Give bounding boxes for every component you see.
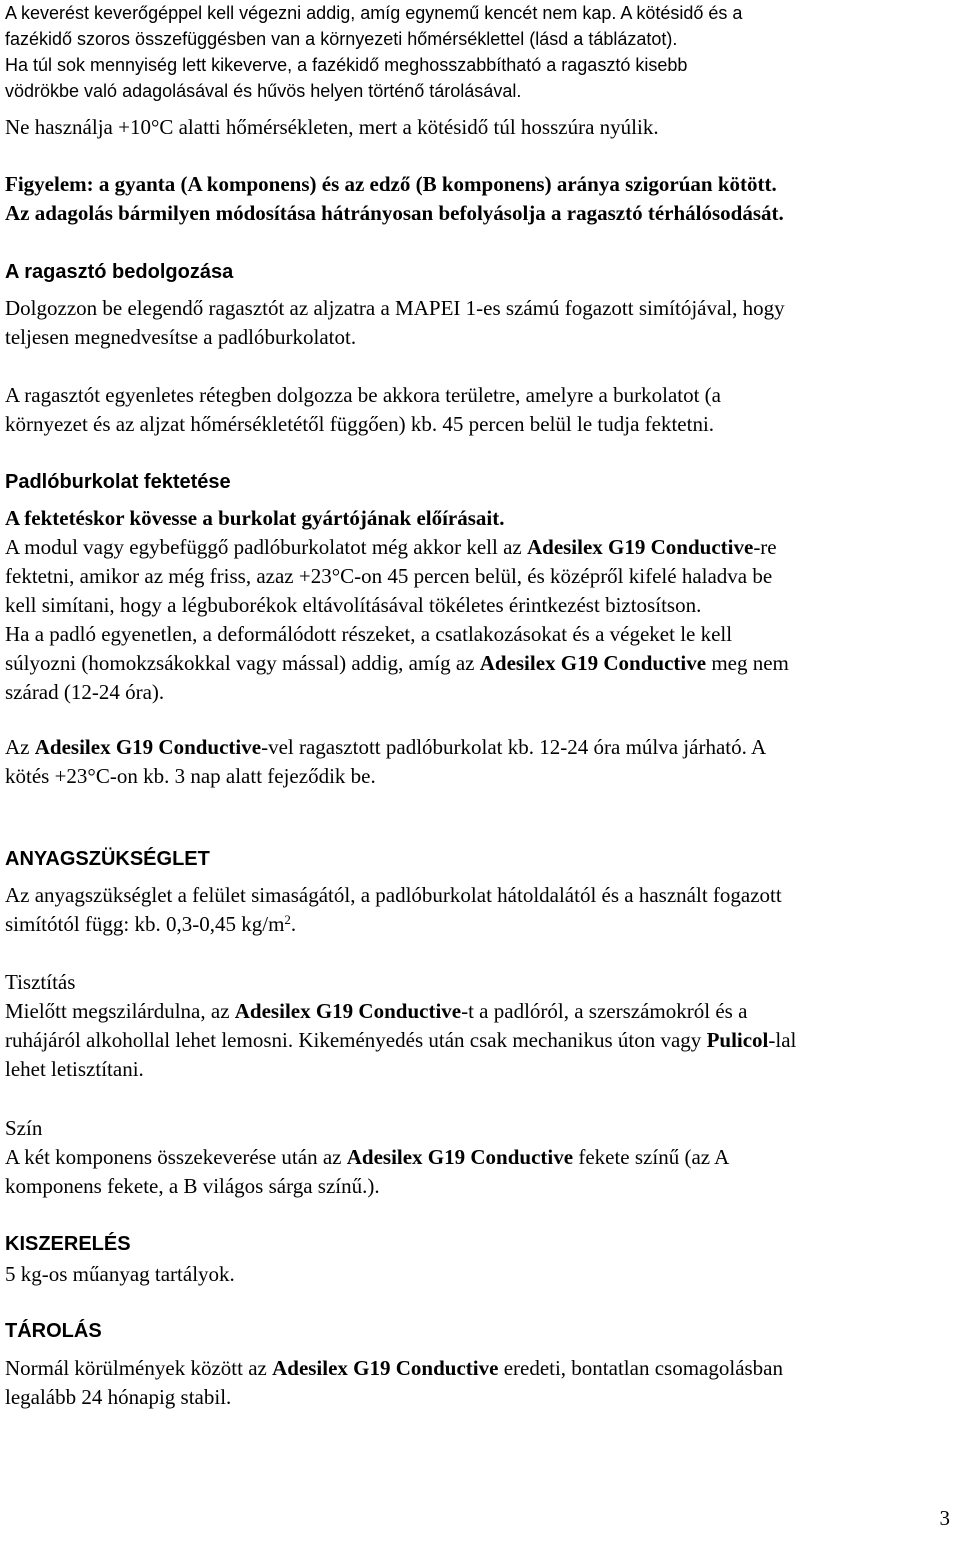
cleaning-heading: Tisztítás (5, 970, 76, 994)
text-fragment: Mielőtt megszilárdulna, az (5, 999, 235, 1023)
page-number: 3 (939, 1506, 950, 1530)
intro-line: fazékidő szoros összefüggésben van a környezeti hőmérséklettel (lásd a táblázatot). (5, 29, 678, 49)
laying-subheading: A fektetéskor kövesse a burkolat gyártójának előírásait. (5, 506, 505, 530)
application-paragraph-2 (5, 381, 955, 439)
text-fragment: Normál körülmények között az (5, 1356, 273, 1380)
product-name: Adesilex G19 Conductive (272, 1356, 499, 1380)
text-fragment: . (290, 912, 297, 936)
text-fragment: -lal (768, 1028, 797, 1052)
product-name: Adesilex G19 Conductive (234, 999, 462, 1023)
text-fragment: Az (5, 735, 35, 759)
laying-paragraph-3 (5, 733, 955, 791)
text-line: teljesen megnedvesítse a padlóburkolatot. (5, 325, 357, 349)
intro-line: A keverést keverőgéppel kell végezni addig, amíg egynemű kencét nem kap. A kötésidő és a (5, 3, 743, 23)
product-name: Adesilex G19 Conductive (526, 535, 754, 559)
text-fragment: eredeti, bontatlan csomagolásban (498, 1356, 784, 1380)
laying-paragraph-1 (5, 533, 955, 707)
temperature-note: Ne használja +10°C alatti hőmérsékleten, mert a kötésidő túl hosszúra nyúlik. (5, 115, 659, 139)
product-name: Adesilex G19 Conductive (346, 1145, 574, 1169)
text-fragment: fekete színű (az A (573, 1145, 730, 1169)
text-fragment: ruhájáról alkohollal lehet lemosni. Kikeményedés után csak mechanikus úton vagy (5, 1028, 707, 1052)
application-heading: A ragasztó bedolgozása (5, 261, 234, 283)
packaging-text: 5 kg-os műanyag tartályok. (5, 1262, 235, 1286)
color-paragraph (5, 1143, 955, 1201)
intro-paragraph (5, 0, 955, 104)
storage-paragraph (5, 1354, 955, 1412)
intro-line: Ha túl sok mennyiség lett kikeverve, a fazékidő meghosszabbítható a ragasztó kisebb (5, 55, 688, 75)
superscript: 2 (284, 912, 291, 927)
text-line (5, 733, 955, 762)
text-line: kell simítani, hogy a légbuborékok eltávolításával tökéletes érintkezést biztosítson. (5, 593, 702, 617)
consumption-heading: ANYAGSZÜKSÉGLET (5, 848, 210, 870)
text-line: Az anyagszükséglet a felület simaságától, a padlóburkolat hátoldalától és a használt fogazott (5, 883, 782, 907)
text-line (5, 1354, 955, 1383)
laying-heading: Padlóburkolat fektetése (5, 471, 231, 493)
text-line: Ha a padló egyenetlen, a deformálódott részeket, a csatlakozásokat és a végeket le kell (5, 622, 733, 646)
text-fragment: A modul vagy egybefüggő padlóburkolatot még akkor kell az (5, 535, 527, 559)
text-line: szárad (12-24 óra). (5, 680, 165, 704)
text-line (5, 533, 955, 562)
product-name: Adesilex G19 Conductive (34, 735, 262, 759)
text-line (5, 910, 955, 939)
text-line: Dolgozzon be elegendő ragasztót az aljzatra a MAPEI 1-es számú fogazott simítójával, hogy (5, 296, 785, 320)
text-line: környezet és az aljzat hőmérsékletétől függően) kb. 45 percen belül le tudja fektetni. (5, 412, 715, 436)
text-line (5, 1143, 955, 1172)
text-line: kötés +23°C-on kb. 3 nap alatt fejeződik be. (5, 764, 376, 788)
text-fragment: -vel ragasztott padlóburkolat kb. 12-24 óra múlva járható. A (261, 735, 767, 759)
storage-heading: TÁROLÁS (5, 1320, 102, 1342)
text-line: fektetni, amikor az még friss, azaz +23°C-on 45 percen belül, és középről kifelé haladva be (5, 564, 773, 588)
text-line (5, 649, 955, 678)
brand-name: Pulicol (706, 1028, 769, 1052)
intro-line: vödrökbe való adagolásával és hűvös helyen történő tárolásával. (5, 81, 522, 101)
text-line: A ragasztót egyenletes rétegben dolgozza be akkora területre, amelyre a burkolatot (a (5, 383, 721, 407)
text-fragment: meg nem (706, 651, 789, 675)
consumption-paragraph (5, 881, 955, 939)
warning-line: Figyelem: a gyanta (A komponens) és az edző (B komponens) aránya szigorúan kötött. (5, 172, 777, 196)
text-line: legalább 24 hónapig stabil. (5, 1385, 232, 1409)
application-paragraph-1 (5, 294, 955, 352)
text-line: lehet letisztítani. (5, 1057, 144, 1081)
color-heading: Szín (5, 1116, 43, 1140)
text-fragment: -t a padlóról, a szerszámokról és a (461, 999, 748, 1023)
text-fragment: simítótól függ: kb. 0,3-0,45 kg/m (5, 912, 285, 936)
text-fragment: A két komponens összekeverése után az (5, 1145, 347, 1169)
product-name: Adesilex G19 Conductive (479, 651, 707, 675)
text-fragment: -re (753, 535, 777, 559)
packaging-heading: KISZERELÉS (5, 1233, 131, 1255)
text-fragment: súlyozni (homokzsákokkal vagy mással) addig, amíg az (5, 651, 480, 675)
cleaning-paragraph (5, 997, 955, 1084)
text-line (5, 1026, 955, 1055)
text-line: komponens fekete, a B világos sárga színű.). (5, 1174, 380, 1198)
text-line (5, 997, 955, 1026)
warning-line: Az adagolás bármilyen módosítása hátrányosan befolyásolja a ragasztó térhálósodását. (5, 201, 784, 225)
warning-block (5, 170, 955, 228)
